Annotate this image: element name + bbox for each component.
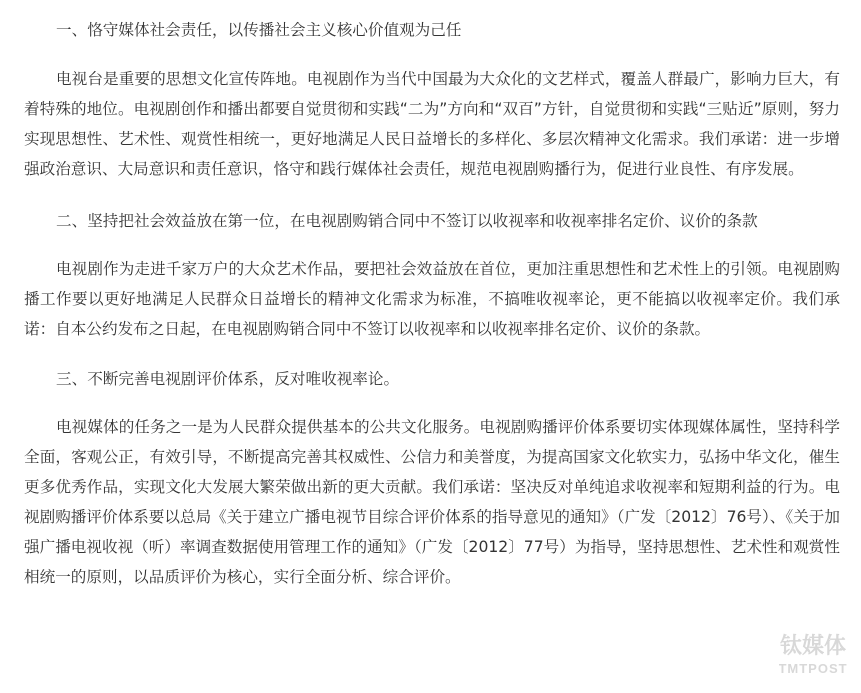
document-body [24, 0, 840, 592]
section-2-heading: 二、坚持把社会效益放在第一位，在电视剧购销合同中不签订以收视率和收视率排名定价、议价的条款 [56, 212, 758, 230]
tmtpost-watermark-logo [779, 625, 847, 683]
section-2-body: 电视剧作为走进千家万户的大众艺术作品，要把社会效益放在首位，更加注重思想性和艺术性上的引领。电视剧购播工作要以更好地满足人民群众日益增长的精神文化需求为标准，不搞唯收视率论，更不能搞以收视率定价。我们承诺：自本公约发布之日起，在电视剧购销合同中不签订以收视率和以收视率排名定价、议价的条款。 [24, 260, 840, 338]
watermark-cn-text: 钛媒体 [779, 633, 847, 658]
section-1-heading: 一、恪守媒体社会责任，以传播社会主义核心价值观为己任 [56, 21, 462, 39]
section-1-body: 电视台是重要的思想文化宣传阵地。电视剧作为当代中国最为大众化的文艺样式，覆盖人群最广，影响力巨大，有着特殊的地位。电视剧创作和播出都要自觉贯彻和实践“二为”方向和“双百”方针，自觉贯彻和实践“三贴近”原则，努力实现思想性、艺术性、观赏性相统一，更好地满足人民日益增长的多样化、多层次精神文化需求。我们承诺：进一步增强政治意识、大局意识和责任意识，恪守和践行媒体社会责任，规范电视剧购播行为，促进行业良性、有序发展。 [24, 70, 840, 178]
watermark-en-text: TMTPOST [779, 661, 847, 676]
section-3-heading: 三、不断完善电视剧评价体系，反对唯收视率论。 [56, 370, 400, 388]
section-3-body: 电视媒体的任务之一是为人民群众提供基本的公共文化服务。电视剧购播评价体系要切实体现媒体属性，坚持科学全面，客观公正，有效引导，不断提高完善其权威性、公信力和美誉度，为提高国家文化软实力，弘扬中华文化，催生更多优秀作品，实现文化大发展大繁荣做出新的更大贡献。我们承诺：坚决反对单纯追求收视率和短期利益的行为。电视剧购播评价体系要以总局《关于建立广播电视节目综合评价体系的指导意见的通知》（广发〔2012〕76号）、《关于加强广播电视收视（听）率调查数据使用管理工作的通知》（广发〔2012〕77号）为指导，坚持思想性、艺术性和观赏性相统一的原则，以品质评价为核心，实行全面分析、综合评价。 [24, 418, 840, 586]
